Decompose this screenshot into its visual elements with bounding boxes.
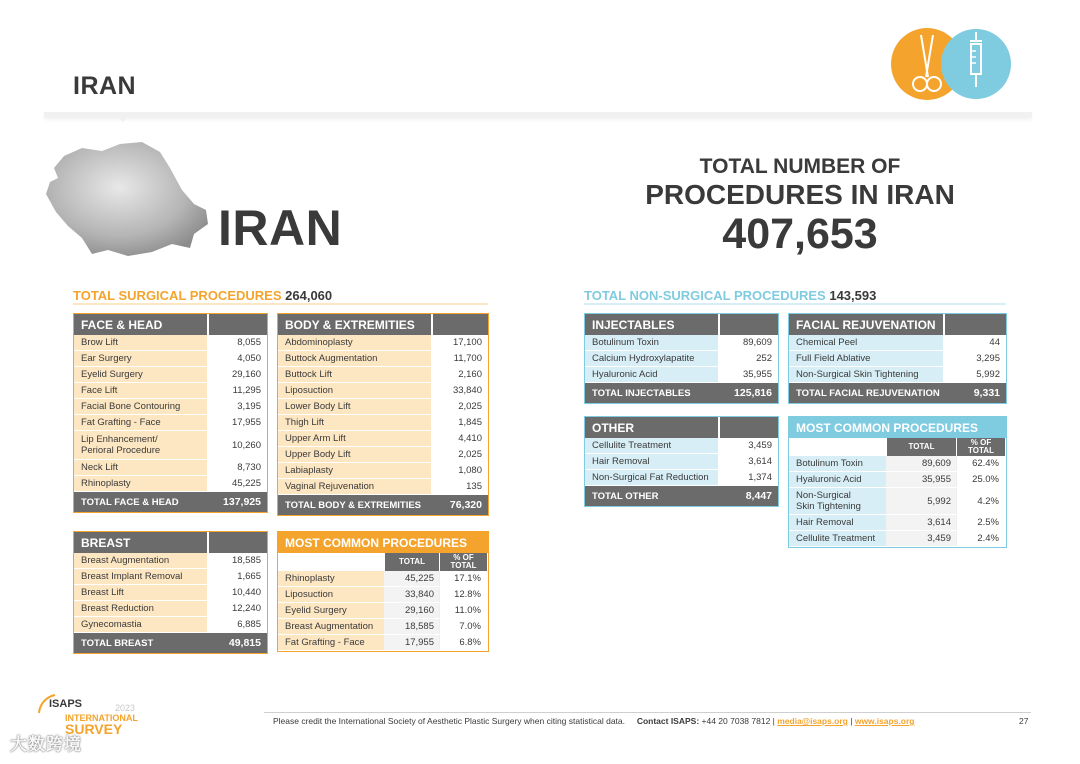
total-value: 49,815	[228, 637, 261, 649]
table-row	[278, 619, 488, 635]
table-rows	[278, 571, 488, 651]
table-row	[74, 367, 267, 383]
subheader-blank	[789, 438, 886, 456]
table-rows	[278, 335, 488, 495]
nonsurgical-rule	[584, 303, 1006, 305]
nonsurgical-value: 143,593	[829, 288, 877, 303]
table-header-blank	[207, 532, 266, 553]
row-label: Non-Surgical Fat Reduction	[585, 470, 718, 485]
row-label: Botulinum Toxin	[585, 335, 718, 350]
table-row	[74, 460, 267, 476]
row-value: 33,840	[431, 383, 487, 398]
nonsurgical-heading	[584, 288, 876, 303]
table-subheader	[789, 438, 1006, 456]
row-value: 17,100	[431, 335, 487, 350]
total-label: TOTAL FACE & HEAD	[81, 496, 179, 508]
table-title: FACE & HEAD	[81, 317, 163, 332]
row-label: Cellulite Treatment	[789, 531, 886, 546]
total-value: 8,447	[745, 490, 772, 502]
row-label: Hyaluronic Acid	[585, 367, 718, 382]
table-row	[74, 383, 267, 399]
table-subheader	[278, 553, 488, 571]
row-value: 12,240	[207, 601, 266, 616]
row-label: Eyelid Surgery	[74, 367, 207, 382]
row-label: Face Lift	[74, 383, 207, 398]
col-total: TOTAL	[384, 553, 439, 571]
table-face-head	[73, 313, 268, 513]
table-row	[789, 488, 1006, 515]
page-number: 27	[1019, 716, 1029, 726]
table-title: BODY & EXTREMITIES	[285, 317, 415, 332]
row-label: Facial Bone Contouring	[74, 399, 207, 414]
table-title: OTHER	[592, 420, 634, 435]
row-label: Labiaplasty	[278, 463, 431, 478]
table-row	[585, 454, 778, 470]
row-label: Fat Grafting - Face	[278, 635, 384, 650]
total-label: TOTAL FACIAL REJUVENATION	[796, 387, 940, 399]
syringe-icon	[941, 29, 1011, 99]
table-header	[789, 314, 1006, 335]
table-row	[278, 351, 488, 367]
row-value: 18,585	[207, 553, 266, 568]
table-total-row	[789, 383, 1006, 403]
table-row	[789, 472, 1006, 488]
table-injectables	[584, 313, 779, 404]
table-rows	[74, 335, 267, 492]
row-label: Non-Surgical Skin Tightening	[789, 488, 886, 514]
table-row	[789, 351, 1006, 367]
table-header	[74, 532, 267, 553]
row-value: 2,025	[431, 447, 487, 462]
footer-credit	[273, 716, 915, 726]
contact-label: Contact ISAPS:	[636, 716, 700, 726]
row-value: 45,225	[207, 476, 266, 491]
row-value: 17,955	[207, 415, 266, 430]
table-title: INJECTABLES	[592, 317, 675, 332]
table-row	[74, 585, 267, 601]
table-row	[789, 335, 1006, 351]
table-rows	[585, 335, 778, 383]
row-label: Breast Augmentation	[278, 619, 384, 634]
table-most-common-nonsurgical	[788, 416, 1007, 548]
row-percent: 12.8%	[439, 587, 487, 602]
watermark-text: 大数跨境	[10, 735, 82, 754]
row-value: 35,955	[886, 472, 956, 487]
row-label: Cellulite Treatment	[585, 438, 718, 453]
row-label: Abdominoplasty	[278, 335, 431, 350]
row-label: Liposuction	[278, 383, 431, 398]
total-value: 137,925	[223, 496, 261, 508]
table-row	[74, 399, 267, 415]
table-header	[585, 314, 778, 335]
row-label: Vaginal Rejuvenation	[278, 479, 431, 494]
row-value: 8,055	[207, 335, 266, 350]
row-label: Lip Enhancement/ Perioral Procedure	[74, 431, 207, 459]
row-label: Breast Reduction	[74, 601, 207, 616]
table-row	[74, 431, 267, 460]
table-row	[789, 456, 1006, 472]
table-row	[278, 399, 488, 415]
table-header	[789, 417, 1006, 438]
table-row	[585, 335, 778, 351]
table-header-blank	[943, 314, 1005, 335]
row-value: 11,295	[207, 383, 266, 398]
row-value: 3,459	[886, 531, 956, 546]
procedure-icons	[890, 27, 1015, 101]
table-row	[74, 569, 267, 585]
footer-divider	[264, 712, 1031, 713]
row-label: Rhinoplasty	[74, 476, 207, 491]
row-value: 5,992	[886, 488, 956, 514]
table-breast	[73, 531, 268, 654]
row-percent: 6.8%	[439, 635, 487, 650]
header-notch	[112, 112, 134, 122]
table-header	[278, 314, 488, 335]
row-label: Calcium Hydroxylapatite	[585, 351, 718, 366]
row-label: Gynecomastia	[74, 617, 207, 632]
table-row	[278, 571, 488, 587]
row-value: 1,845	[431, 415, 487, 430]
table-total-row	[585, 383, 778, 403]
row-value: 10,260	[207, 431, 266, 459]
table-row	[278, 383, 488, 399]
row-value: 252	[718, 351, 777, 366]
table-title: MOST COMMON PROCEDURES	[285, 535, 468, 550]
country-name: IRAN	[218, 200, 343, 256]
row-label: Hyaluronic Acid	[789, 472, 886, 487]
row-value: 11,700	[431, 351, 487, 366]
contact-separator: |	[847, 716, 855, 726]
table-row	[789, 515, 1006, 531]
row-value: 17,955	[384, 635, 439, 650]
row-value: 135	[431, 479, 487, 494]
row-value: 18,585	[384, 619, 439, 634]
row-percent: 25.0%	[956, 472, 1005, 487]
website-link[interactable]: www.isaps.org	[854, 716, 915, 726]
row-value: 8,730	[207, 460, 266, 475]
table-row	[74, 617, 267, 633]
row-label: Brow Lift	[74, 335, 207, 350]
table-row	[278, 479, 488, 495]
country-map-icon	[42, 138, 210, 262]
table-row	[278, 335, 488, 351]
table-rows	[789, 335, 1006, 383]
table-most-common-surgical	[277, 531, 489, 652]
table-rows	[789, 456, 1006, 547]
table-row	[74, 351, 267, 367]
row-value: 45,225	[384, 571, 439, 586]
contact-email-link[interactable]: media@isaps.org	[777, 716, 848, 726]
row-percent: 4.2%	[956, 488, 1005, 514]
row-value: 3,295	[943, 351, 1005, 366]
row-percent: 2.4%	[956, 531, 1005, 546]
total-value: 407,653	[722, 210, 878, 258]
row-percent: 11.0%	[439, 603, 487, 618]
total-value: 125,816	[734, 387, 772, 399]
table-total-row	[74, 633, 267, 653]
table-header-blank	[207, 314, 266, 335]
table-row	[278, 367, 488, 383]
row-label: Rhinoplasty	[278, 571, 384, 586]
col-pct: % OF TOTAL	[439, 553, 487, 571]
table-total-row	[585, 486, 778, 506]
row-label: Breast Augmentation	[74, 553, 207, 568]
row-label: Liposuction	[278, 587, 384, 602]
total-label-line1: TOTAL NUMBER OF	[699, 155, 901, 178]
row-label: Chemical Peel	[789, 335, 943, 350]
logo-isaps: ISAPS	[49, 698, 83, 710]
total-label: TOTAL BREAST	[81, 637, 154, 649]
table-row	[585, 470, 778, 486]
table-row	[74, 601, 267, 617]
row-value: 6,885	[207, 617, 266, 632]
table-header-blank	[431, 314, 487, 335]
subheader-blank	[278, 553, 384, 571]
table-row	[585, 367, 778, 383]
table-row	[278, 463, 488, 479]
row-value: 29,160	[207, 367, 266, 382]
row-value: 1,665	[207, 569, 266, 584]
total-label: TOTAL INJECTABLES	[592, 387, 691, 399]
table-header	[585, 417, 778, 438]
table-total-row	[278, 495, 488, 515]
col-pct: % OF TOTAL	[956, 438, 1005, 456]
table-title: BREAST	[81, 535, 131, 550]
nonsurgical-label: TOTAL NON-SURGICAL PROCEDURES	[584, 288, 826, 303]
row-label: Upper Arm Lift	[278, 431, 431, 446]
row-value: 3,195	[207, 399, 266, 414]
row-value: 89,609	[886, 456, 956, 471]
row-label: Breast Implant Removal	[74, 569, 207, 584]
header-divider	[44, 112, 1032, 118]
table-header-blank	[718, 417, 777, 438]
page-title: IRAN	[73, 72, 137, 100]
table-row	[278, 587, 488, 603]
table-row	[585, 438, 778, 454]
row-label: Breast Lift	[74, 585, 207, 600]
table-total-row	[74, 492, 267, 512]
surgical-heading	[73, 288, 332, 303]
row-value: 3,614	[718, 454, 777, 469]
surgical-rule	[73, 303, 488, 305]
total-procedures	[610, 155, 990, 257]
col-total: TOTAL	[886, 438, 956, 456]
total-value: 76,320	[449, 499, 482, 511]
table-row	[789, 531, 1006, 547]
table-header	[74, 314, 267, 335]
credit-text: Please credit the International Society of Aesthetic Plastic Surgery when citing statistical data.	[273, 716, 625, 726]
table-row	[74, 553, 267, 569]
row-value: 10,440	[207, 585, 266, 600]
row-label: Ear Surgery	[74, 351, 207, 366]
logo-survey: SURVEY	[65, 721, 123, 737]
row-percent: 62.4%	[956, 456, 1005, 471]
table-other	[584, 416, 779, 507]
total-value: 9,331	[973, 387, 1000, 399]
table-title: FACIAL REJUVENATION	[796, 317, 936, 332]
row-value: 4,050	[207, 351, 266, 366]
table-rows	[585, 438, 778, 486]
row-label: Buttock Lift	[278, 367, 431, 382]
row-label: Lower Body Lift	[278, 399, 431, 414]
total-label: TOTAL OTHER	[592, 490, 659, 502]
table-row	[278, 635, 488, 651]
table-row	[74, 335, 267, 351]
contact-phone: +44 20 7038 7812 |	[699, 716, 778, 726]
row-value: 2,160	[431, 367, 487, 382]
row-value: 2,025	[431, 399, 487, 414]
table-row	[278, 415, 488, 431]
logo-year: 2023	[115, 703, 136, 713]
row-label: Eyelid Surgery	[278, 603, 384, 618]
row-value: 35,955	[718, 367, 777, 382]
table-header-blank	[718, 314, 777, 335]
row-label: Thigh Lift	[278, 415, 431, 430]
row-value: 89,609	[718, 335, 777, 350]
row-percent: 7.0%	[439, 619, 487, 634]
row-value: 1,080	[431, 463, 487, 478]
table-row	[278, 603, 488, 619]
row-value: 29,160	[384, 603, 439, 618]
row-label: Hair Removal	[585, 454, 718, 469]
row-value: 1,374	[718, 470, 777, 485]
row-label: Fat Grafting - Face	[74, 415, 207, 430]
row-label: Non-Surgical Skin Tightening	[789, 367, 943, 382]
row-percent: 17.1%	[439, 571, 487, 586]
row-label: Upper Body Lift	[278, 447, 431, 462]
row-value: 3,614	[886, 515, 956, 530]
logo-international: INTERNATIONAL	[65, 713, 138, 723]
table-rows	[74, 553, 267, 633]
table-row	[585, 351, 778, 367]
table-facial-rejuvenation	[788, 313, 1007, 404]
table-row	[789, 367, 1006, 383]
row-label: Buttock Augmentation	[278, 351, 431, 366]
table-title: MOST COMMON PROCEDURES	[796, 420, 979, 435]
total-label-line2: PROCEDURES IN IRAN	[645, 179, 955, 210]
row-value: 44	[943, 335, 1005, 350]
row-label: Neck Lift	[74, 460, 207, 475]
row-value: 4,410	[431, 431, 487, 446]
row-label: Botulinum Toxin	[789, 456, 886, 471]
total-label: TOTAL BODY & EXTREMITIES	[285, 499, 422, 511]
table-row	[74, 415, 267, 431]
row-value: 5,992	[943, 367, 1005, 382]
row-label: Full Field Ablative	[789, 351, 943, 366]
table-body-extremities	[277, 313, 489, 516]
table-row	[278, 431, 488, 447]
row-percent: 2.5%	[956, 515, 1005, 530]
surgical-value: 264,060	[285, 288, 333, 303]
surgical-label: TOTAL SURGICAL PROCEDURES	[73, 288, 282, 303]
row-label: Hair Removal	[789, 515, 886, 530]
table-row	[278, 447, 488, 463]
table-row	[74, 476, 267, 492]
table-header	[278, 532, 488, 553]
row-value: 3,459	[718, 438, 777, 453]
row-value: 33,840	[384, 587, 439, 602]
